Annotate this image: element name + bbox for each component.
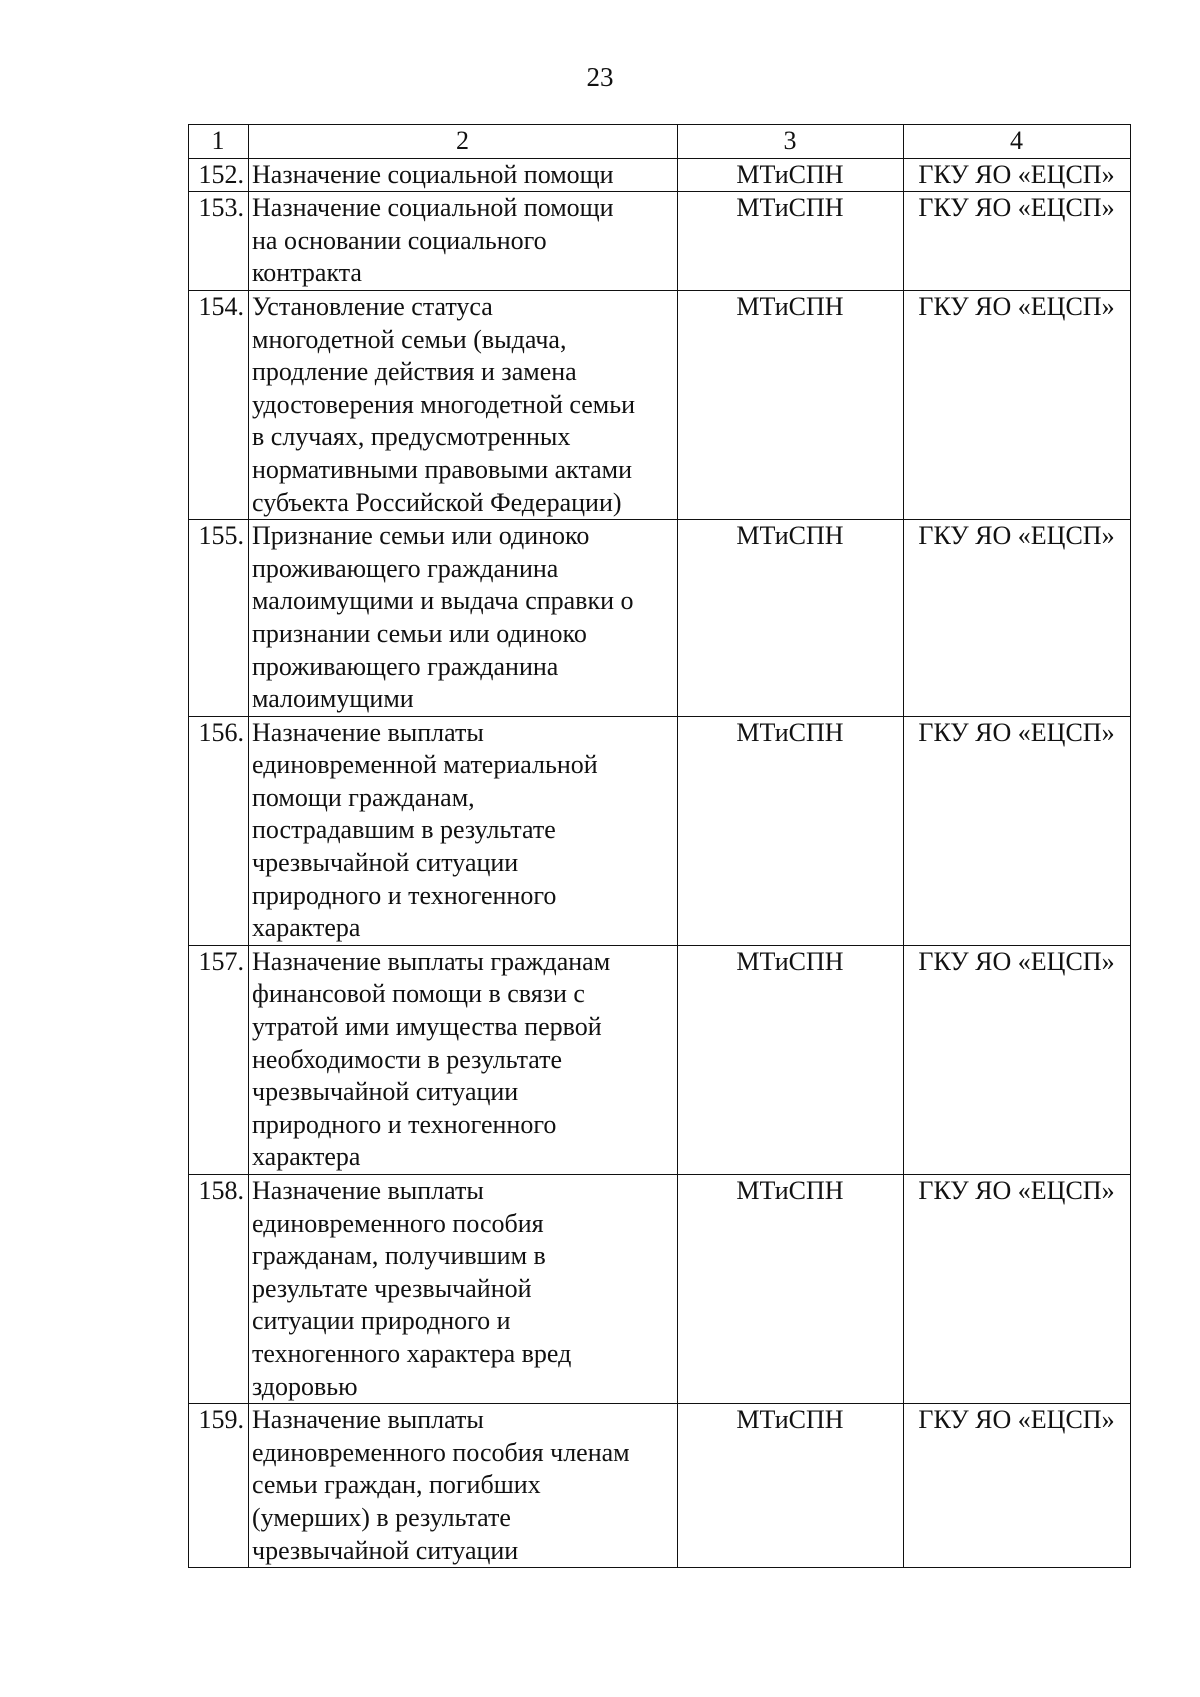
institution-cell: ГКУ ЯО «ЕЦСП» bbox=[904, 945, 1131, 1174]
column-header-2: 2 bbox=[249, 125, 678, 159]
institution-cell: ГКУ ЯО «ЕЦСП» bbox=[904, 290, 1131, 519]
institution-cell: ГКУ ЯО «ЕЦСП» bbox=[904, 1404, 1131, 1568]
service-name-cell: Установление статуса многодетной семьи (выдача, продление действия и замена удостоверения многодетной семьи в случаях, предусмотренных нормативными правовыми актами субъекта Российской Федерации) bbox=[249, 290, 678, 519]
table-row bbox=[189, 716, 1131, 945]
column-header-3: 3 bbox=[678, 125, 904, 159]
table-row bbox=[189, 192, 1131, 291]
service-name-cell: Признание семьи или одиноко проживающего гражданина малоимущими и выдача справки о признании семьи или одиноко проживающего гражданина малоимущими bbox=[249, 520, 678, 717]
page-number: 23 bbox=[586, 62, 614, 92]
ministry-cell: МТиСПН bbox=[678, 945, 904, 1174]
service-name-cell: Назначение выплаты единовременного пособия гражданам, получившим в результате чрезвычайной ситуации природного и техногенного характера вред здоровью bbox=[249, 1175, 678, 1404]
row-number-cell: 157. bbox=[189, 945, 249, 1174]
row-number-cell: 152. bbox=[189, 158, 249, 192]
institution-cell: ГКУ ЯО «ЕЦСП» bbox=[904, 158, 1131, 192]
ministry-cell: МТиСПН bbox=[678, 1404, 904, 1568]
ministry-cell: МТиСПН bbox=[678, 290, 904, 519]
table-row bbox=[189, 158, 1131, 192]
service-name-cell: Назначение выплаты единовременной материальной помощи гражданам, пострадавшим в результате чрезвычайной ситуации природного и техногенного характера bbox=[249, 716, 678, 945]
service-name-cell: Назначение социальной помощи bbox=[249, 158, 678, 192]
ministry-cell: МТиСПН bbox=[678, 192, 904, 291]
row-number-cell: 153. bbox=[189, 192, 249, 291]
ministry-cell: МТиСПН bbox=[678, 716, 904, 945]
institution-cell: ГКУ ЯО «ЕЦСП» bbox=[904, 1175, 1131, 1404]
table-body bbox=[189, 125, 1131, 1568]
institution-cell: ГКУ ЯО «ЕЦСП» bbox=[904, 192, 1131, 291]
table-row bbox=[189, 290, 1131, 519]
table-row bbox=[189, 1175, 1131, 1404]
table-row bbox=[189, 1404, 1131, 1568]
row-number-cell: 155. bbox=[189, 520, 249, 717]
column-header-4: 4 bbox=[904, 125, 1131, 159]
table-header-row bbox=[189, 125, 1131, 159]
institution-cell: ГКУ ЯО «ЕЦСП» bbox=[904, 520, 1131, 717]
service-name-cell: Назначение социальной помощи на основании социального контракта bbox=[249, 192, 678, 291]
service-name-cell: Назначение выплаты гражданам финансовой помощи в связи с утратой ими имущества первой необходимости в результате чрезвычайной ситуации природного и техногенного характера bbox=[249, 945, 678, 1174]
table-row bbox=[189, 945, 1131, 1174]
row-number-cell: 156. bbox=[189, 716, 249, 945]
row-number-cell: 154. bbox=[189, 290, 249, 519]
column-header-1: 1 bbox=[189, 125, 249, 159]
table-row bbox=[189, 520, 1131, 717]
ministry-cell: МТиСПН bbox=[678, 158, 904, 192]
row-number-cell: 158. bbox=[189, 1175, 249, 1404]
services-table bbox=[188, 124, 1131, 1568]
ministry-cell: МТиСПН bbox=[678, 520, 904, 717]
row-number-cell: 159. bbox=[189, 1404, 249, 1568]
institution-cell: ГКУ ЯО «ЕЦСП» bbox=[904, 716, 1131, 945]
service-name-cell: Назначение выплаты единовременного пособия членам семьи граждан, погибших (умерших) в результате чрезвычайной ситуации bbox=[249, 1404, 678, 1568]
ministry-cell: МТиСПН bbox=[678, 1175, 904, 1404]
